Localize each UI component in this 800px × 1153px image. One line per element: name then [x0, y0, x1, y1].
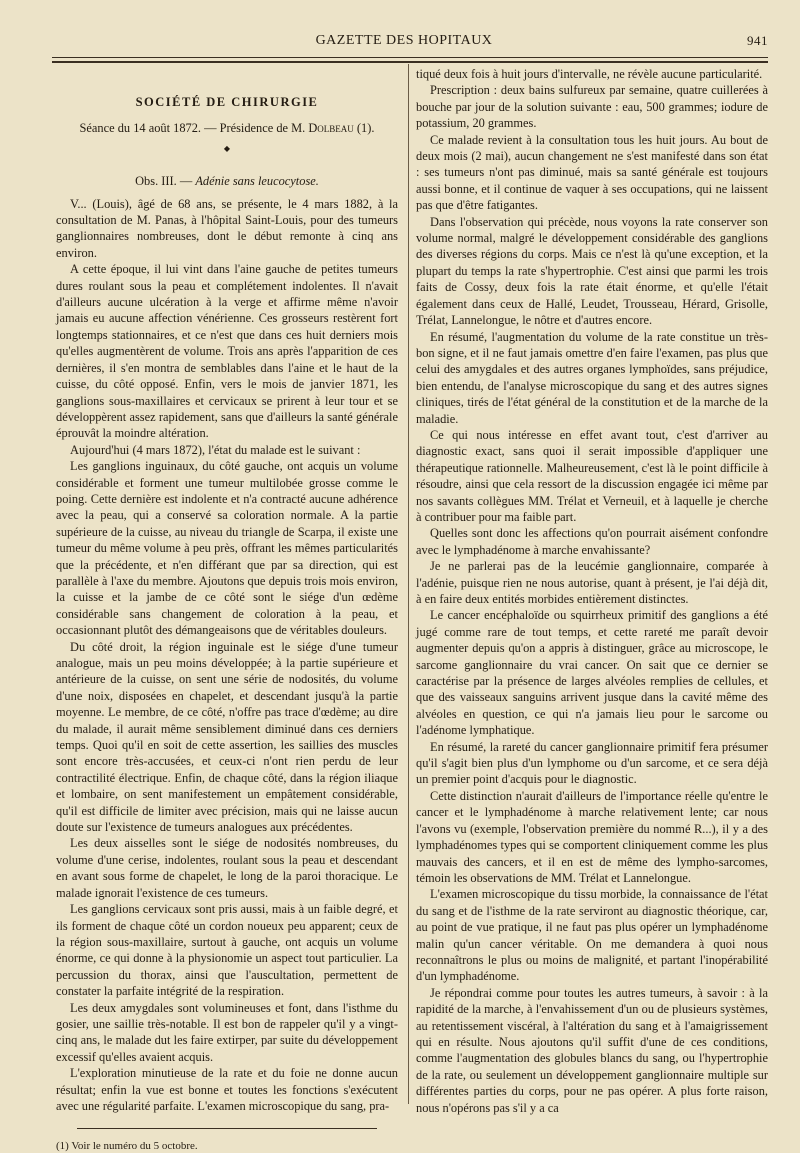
paragraph: tiqué deux fois à huit jours d'intervalle, ne révèle aucune particularité. [416, 67, 763, 81]
paragraph: Les deux aisselles sont le siége de nodosités nombreuses, du volume d'une cerise, indolentes, roulant sous la peau et descendant en avant sous forme de chapelet, le long de la paroi thoracique. Le malade ignorait l'existence de ces tumeurs. [56, 836, 398, 900]
society-heading: SOCIÉTÉ DE CHIRURGIE [135, 95, 319, 109]
paragraph: Ce qui nous intéresse en effet avant tout, c'est d'arriver au diagnostic exact, sans quoi il serait impossible d'appliquer une thérapeutique rationnelle. Malheureusement, c'est là le point difficile à résoudre, ainsi que cela ressort de la discussion engagée ici même par nos savants collègues MM. Trélat et Verneuil, et à laquelle je cherche à contribuer pour ma faible part. [416, 427, 768, 524]
paragraph: A cette époque, il lui vint dans l'aine gauche de petites tumeurs dures roulant sous la peau et complétement indolentes. Il n'avait d'ailleurs aucune ulcération à la verge et affirme même n'avoir jamais eu aucune affection vénérienne. Ces grosseurs restèrent fort longtemps stationnaires, et ce n'est que dans ces huit derniers mois qu'elles augmentèrent de volume. Trois ans après l'apparition de ces dernières, il s'en montra de semblables dans l'aine et le haut de la cuisse, du côté opposé. Enfin, vers le mois de janvier 1871, les ganglions sous-maxillaires et cervicaux se prirent à leur tour et se développèrent assez rapidement, sans que d'ailleurs la santé générale éprouvât la moindre altération. [56, 262, 398, 441]
paragraph: L'examen microscopique du tissu morbide, la connaissance de l'état du sang et de l'isthme de la rate serviront au diagnostic théorique, car, au point de vue pratique, il ne faut pas plus opérer un lymphadénome malin qu'un cancer véritable. On me demandera à quoi nous reconnaîtrons le plus ou moins de malignité, et partant l'inopérabilité d'un lymphadénome. [416, 887, 768, 984]
paragraph: V... (Louis), âgé de 68 ans, se présente, le 4 mars 1882, à la consultation de M. Panas, à l'hôpital Saint-Louis, pour des tumeurs ganglionnaires nombreuses, dont le début remonte à cinq ans environ. [56, 196, 398, 260]
page-header [40, 33, 768, 53]
paragraph: Je ne parlerai pas de la leucémie ganglionnaire, comparée à l'adénie, puisque rien ne nous autorise, quant à présent, je l'ai déjà dit, à en faire deux entités morbides entièrement distinctes. [416, 559, 768, 606]
paragraph: Quelles sont donc les affections qu'on pourrait aisément confondre avec le lymphadénome à marche envahissante? [416, 526, 768, 557]
footnote: (1) Voir le numéro du 5 octobre. [56, 1140, 198, 1153]
observation-number: Obs. III. — [135, 174, 196, 189]
paragraph: Dans l'observation qui précède, nous voyons la rate conserver son volume normal, malgré le développement considérable des ganglions des diverses régions du corps. Mais ce n'est là qu'une exception, et la plupart du temps la rate s'hypertrophie. C'est ainsi que parmi les trois faits de Cossy, deux fois la rate était énorme, et qu'elle l'était également dans ceux de Hallé, Leudet, Trousseau, Hérard, Grisolle, Trélat, Lannelongue, le nôtre et d'autres encore. [416, 214, 768, 328]
paragraph: Les ganglions cervicaux sont pris aussi, mais à un faible degré, et ils forment de chaque côté un cordon noueux peu apparent; ceux de la région sous-maxillaire, surtout à gauche, ont acquis un volume énorme, ce qui donne à la physionomie un aspect tout particulier. La percussion du thorax, ainsi que l'auscultation, permettent de constater la parfaite intégrité de la respiration. [56, 902, 398, 999]
paragraph: Cette distinction n'aurait d'ailleurs de l'importance réelle qu'entre le cancer et le lymphadénome à marche relativement lente; car nous l'avons vu (exemple, l'observation première du nommé R...), il y a des lymphadénomes types qui se comportent cliniquement comme les plus mauvais des cancers, et il en est de même des lympho-sarcomes, témoin les observations de MM. Trélat et Lannelongue. [416, 788, 768, 885]
column-separator [408, 64, 409, 1104]
header-rule-thick [52, 61, 768, 63]
left-column [56, 66, 398, 1153]
paragraph: Le cancer encéphaloïde ou squirrheux primitif des ganglions a été jugé comme rare de tout temps, et cette rareté me paraît devoir augmenter depuis qu'on a appris à distinguer, grâce au microscope, le sarcome ganglionnaire du vrai cancer. On sait que ce dernier se caractérise par la présence de larges alvéoles remplies de cellules, et que des vaisseaux sanguins arrivent jusque dans la cavité même des alvéoles en question, ce qui n'a jamais lieu pour le sarcome ou l'adénome lymphatique. [416, 608, 768, 738]
journal-title: GAZETTE DES HOPITAUX [315, 33, 493, 48]
left-paragraphs [56, 196, 398, 1115]
footnote-rule [77, 1128, 377, 1129]
paragraph: Prescription : deux bains sulfureux par semaine, quatre cuillerées à bouche par jour de la solution suivante : eau, 500 grammes; iodure de potassium, 20 grammes. [416, 83, 768, 131]
paragraph: Du côté droit, la région inguinale est le siége d'une tumeur analogue, mais un peu moins développée; à la partie supérieure et antérieure de la cuisse, on sent une série de nodosités, du volume d'une noix, disposées en chapelet, et descendant jusqu'à la partie moyenne. Le membre, de ce côté, n'offre pas trace d'œdème; au dire du malade, il aurait même sensiblement diminué dans ces derniers temps. Quoi qu'il en soit de cette assertion, les saillies des muscles sont encore très-accusées, et ceux-ci n'ont rien perdu de leur contractilité électrique. Enfin, de chaque côté, dans la région iliaque et lombaire, on sent manifestement un empâtement considérable, qu'il est difficile de limiter avec précision, mais qui ne laisse aucun doute sur l'existence de tumeurs analogues aux précédentes. [56, 639, 398, 835]
paragraph: Je répondrai comme pour toutes les autres tumeurs, à savoir : à la rapidité de la marche, à l'envahissement d'un ou de plusieurs systèmes, au retentissement viscéral, à l'altération du sang et à l'amaigrissement qui en résulte. Nous ajoutons qu'il suffit d'une de ces conditions, comme l'augmentation des globules blancs du sang, ou l'hypertrophie de la rate, ou seulement un développement ganglionnaire multiple sur différentes parties du corps, pour ne pas opérer. A plus forte raison, nous n'opérons pas s'il y a ca [416, 985, 768, 1115]
observation-heading [56, 173, 398, 189]
session-prefix: Séance du 14 août 1872. — Présidence de M. [79, 121, 309, 136]
paragraph: L'exploration minutieuse de la rate et du foie ne donne aucun résultat; enfin la vue est bonne et toutes les fonctions s'exécutent avec une régularité parfaite. L'examen microscopique du sang, pra- [56, 1066, 398, 1113]
paragraph: En résumé, l'augmentation du volume de la rate constitue un très-bon signe, et il ne faut jamais omettre d'en faire l'examen, pas plus que celui des amygdales et des autres organes lymphoïdes, sans préjudice, bien entendu, de l'analyse microscopique du sang et des autres signes cliniques, tirés de l'état général de la constitution et de la marche de la maladie. [416, 329, 768, 426]
paragraph: En résumé, la rareté du cancer ganglionnaire primitif fera présumer qu'il s'agit bien plus d'un lymphome ou d'un sarcome, et ce sera déjà un premier point d'acquis pour le diagnostic. [416, 739, 768, 787]
session-line [56, 120, 398, 136]
paragraph: Les ganglions inguinaux, du côté gauche, ont acquis un volume considérable et forment une tumeur multilobée grosse comme le poing. Cette dernière est indolente et n'a contracté aucune adhérence avec la peau, qui a conservé sa coloration normale. A la partie supérieure de la cuisse, au niveau du triangle de Scarpa, il existe une tumeur du même volume à peu près, offrant les mêmes particularités que la précédente, et n'en différant que par sa direction, qui est parallèle à l'axe du membre. Ajoutons que depuis trois mois environ, la cuisse et la jambe de ce côté sont le siége d'un œdème considérable sans changement de coloration à la peau, et occasionnant plutôt des démangeaisons que de véritables douleurs. [56, 459, 398, 638]
session-president: Dolbeau [308, 121, 354, 136]
session-suffix: (1). [353, 121, 375, 136]
observation-title: Adénie sans leucocytose. [195, 174, 319, 189]
page-number: 941 [747, 33, 768, 48]
right-paragraphs [416, 66, 768, 1116]
ornament: ◆ [223, 143, 231, 153]
paragraph: Les deux amygdales sont volumineuses et font, dans l'isthme du gosier, une saillie très-notable. Il est bon de rappeler qu'il y a vingt-cinq ans, le malade dut les faire extirper, par suite du développement excessif qu'elles avaient acquis. [56, 1000, 398, 1064]
header-rule-thin [52, 57, 768, 58]
paragraph: Aujourd'hui (4 mars 1872), l'état du malade est le suivant : [70, 442, 361, 457]
right-column [416, 66, 768, 1116]
paragraph: Ce malade revient à la consultation tous les huit jours. Au bout de deux mois (2 mai), aucun changement ne s'est manifesté dans son état : ses tumeurs n'ont pas diminué, mais sa santé générale est toujours aussi bonne, et il continue de vaquer à ses occupations, qui ne laissent pas que d'être fatigantes. [416, 132, 768, 213]
